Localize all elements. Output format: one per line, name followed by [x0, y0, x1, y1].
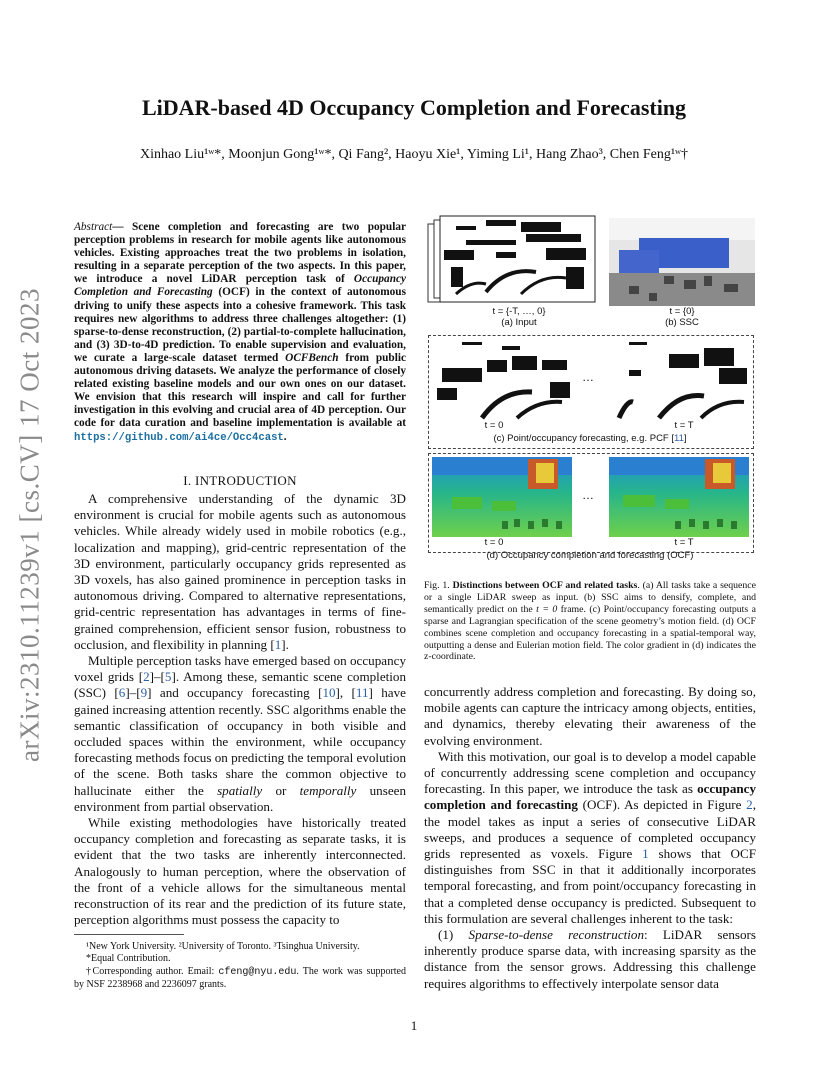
input-sweeps-image — [426, 212, 598, 310]
citation-link[interactable]: 10 — [322, 685, 336, 701]
abstract-end: . — [283, 430, 287, 443]
code-link[interactable]: https://github.com/ai4ce/Occ4cast — [74, 431, 284, 444]
ssc-panel-label: (b) SSC — [665, 317, 699, 328]
text-span: : LiDAR sensors inherently produce sparse data, with increasing sparsity as the distance from the sensor grows. Addressing this challenge requires algorithms to effectively interpolate sensor data — [424, 927, 756, 991]
citation-link[interactable]: 11 — [674, 433, 684, 444]
intro-paragraph-3: While existing methodologies have historically treated occupancy completion and forecasting as separate tasks, it is evident that the two tasks are inherently interconnected. Analogously to human perception, where the observation of the front of a vehicle allows for the simultaneous mental reconstruction of its rear and the prediction of its future state, perception algorithms must possess the capacity to — [74, 815, 406, 928]
abstract-body: — Scene completion and forecasting are two popular perception problems in research for mobile agents like autonomous vehicles. Existing approaches treat the two problems in isolation, resulting in a separate perception of the two aspects. In this paper, we introduce a novel LiDAR perception task of — [74, 221, 406, 286]
right-paragraph-1: concurrently address completion and forecasting. By doing so, mobile agents can capture the intricacy among objects, entities, and dynamics, thereby elevating their awareness of the evolving environment. — [424, 684, 756, 748]
caption-math: t = 0 — [536, 603, 558, 615]
citation-link[interactable]: 1 — [274, 636, 282, 652]
text-span: ] have gained increasing attention recently. SSC algorithms enable the semantic classification of occupancy in both visible and occluded spaces within the environment, while occupancy forecasting methods focus on predicting the temporal evolution of the scene. Both tasks share the common objective to hallucinate either the — [74, 685, 406, 798]
text-span: ] — [683, 433, 687, 444]
text-span: †Corresponding author. Email: — [86, 965, 219, 977]
abstract-body-3: from public autonomous driving datasets. We analyze the performance of closely related existing baseline models and our own ones on our dataset. We envision that this research will inspire and call for further investigation in this evolving and crucial area of 4D perception. Our code for data curation and baseline implementation is available at — [74, 351, 407, 430]
footnote-corresponding — [74, 966, 406, 992]
caption-lead: Fig. 1. — [424, 580, 450, 591]
forecast-t0-label: t = 0 — [484, 420, 504, 431]
intro-left-column — [74, 491, 406, 928]
text-span: Multiple perception tasks have emerged based on occupancy voxel grids [ — [74, 653, 406, 685]
paper-title: LiDAR-based 4D Occupancy Completion and Forecasting — [141, 95, 687, 120]
text-span: (c) Point/occupancy forecasting, e.g. PCF [ — [493, 433, 675, 444]
footnote-affiliations: ¹New York University. ²University of Toronto. ³Tsinghua University. — [86, 941, 360, 952]
text-span: , the model takes as input a series of consecutive LiDAR sweeps, and produces a sequence of completed occupancy grids represented as voxels. Figure — [424, 797, 756, 862]
forecast-tT-label: t = T — [674, 420, 694, 431]
text-span: A comprehensive understanding of the dynamic 3D environment is crucial for mobile agents such as autonomous vehicles. While already widely used in mobile robotics (e.g., localization and mapping), grid-centric representation of the 3D environment, particularly occupancy grids represented as 3D voxels, has also gained prominence in perception tasks in autonomous driving. Compared to alternative representations, grid-centric representation has advantages in terms of fine-grained comprehension, efficient sensor fusion, robustness to occlusion, and flexibility in planning [ — [74, 491, 406, 652]
abstract-body-2: (OCF) in the context of autonomous driving to unify these aspects into a cohesive framework. This task requires new algorithms to address three challenges altogether: (1) sparse-to-dense reconstruction, (2) partial-to-complete hallucination, and (3) 3D-to-4D prediction. To enable supervision and evaluation, we curate a large-scale dataset termed — [74, 286, 406, 364]
ocf-ellipsis: … — [582, 488, 594, 502]
text-span: (OCF). As depicted in Figure — [577, 797, 747, 813]
abstract — [74, 221, 406, 445]
figure-1 — [424, 210, 756, 572]
text-span: ] and occupancy forecasting [ — [147, 685, 323, 701]
ssc-image — [609, 218, 755, 306]
ocf-tT-image — [609, 457, 749, 537]
intro-paragraph-1 — [74, 491, 406, 653]
text-italic: temporally — [299, 782, 357, 798]
ocf-tT-label: t = T — [674, 537, 694, 548]
text-span: ]–[ — [125, 685, 141, 701]
footnotes — [74, 941, 406, 992]
right-paragraph-3 — [424, 927, 756, 992]
forecast-tT-image — [609, 340, 749, 420]
arxiv-stamp — [0, 290, 60, 760]
citation-link[interactable]: 2 — [143, 669, 150, 685]
text-span: (1) — [438, 927, 469, 943]
intro-paragraph-2 — [74, 653, 406, 815]
section-heading: I. INTRODUCTION — [183, 473, 297, 488]
citation-link[interactable]: 9 — [140, 685, 148, 701]
citation-link[interactable]: 6 — [118, 685, 126, 701]
abstract-term: Occupancy Completion and Forecasting — [74, 273, 406, 299]
ssc-time-label: t = {0} — [669, 306, 695, 317]
text-span: With this motivation, our goal is to develop a model capable of concurrently addressing scene completion and occupancy forecasting. In this paper, we introduce the task as — [424, 748, 756, 797]
text-italic: Sparse-to-dense reconstruction — [468, 927, 645, 943]
page-number: 1 — [410, 1018, 418, 1033]
footnote-equal: *Equal Contribution. — [86, 953, 171, 965]
citation-link[interactable]: 11 — [355, 685, 369, 701]
footnote-rule — [74, 934, 184, 935]
forecast-ellipsis: … — [582, 370, 594, 384]
text-span: or — [262, 782, 300, 798]
author-list: Xinhao Liu¹ʷ*, Moonjun Gong¹ʷ*, Qi Fang², Haoyu Xie¹, Yiming Li¹, Hang Zhao³, Chen Feng¹ʷ† — [139, 147, 689, 162]
ocf-t0-image — [432, 457, 572, 537]
figure-caption — [424, 580, 756, 663]
citation-link[interactable]: 5 — [164, 669, 172, 685]
text-span: ]–[ — [149, 669, 165, 685]
text-span: . The work was supported by NSF 2238968 and 2236097 grants. — [74, 965, 406, 991]
text-span: shows that OCF distinguishes from SSC in that it additionally incorporates temporal forecasting, and from point/occupancy forecasting in that a completed dense occupancy is predicted. Subsequent to this formulation are several challenges inherent to the task: — [424, 846, 756, 926]
text-span: ]. Among these, semantic scene completion (SSC) [ — [74, 669, 406, 701]
forecast-panel-label — [428, 433, 752, 444]
input-time-label: t = {-T, …, 0} — [492, 306, 546, 317]
email-link[interactable]: cfeng@nyu.edu — [218, 966, 297, 978]
text-span: ], [ — [335, 685, 356, 701]
forecast-t0-image — [432, 340, 572, 420]
text-span: ]. — [281, 636, 289, 652]
intro-right-column — [424, 684, 756, 992]
text-bold: occupancy completion and forecasting — [424, 781, 756, 813]
text-span: . (a) All tasks take a sequence or a single LiDAR sweep as input. (b) SSC aims to densify, complete, and semantically predict on the — [424, 580, 757, 615]
figure-link[interactable]: 1 — [642, 846, 649, 862]
text-span: unseen environment from partial observation. — [74, 782, 406, 814]
input-panel-label: (a) Input — [501, 317, 537, 328]
arxiv-id: arXiv:2310.11239v1 [cs.CV] 17 Oct 2023 — [14, 288, 45, 762]
text-span: frame. (c) Point/occupancy forecasting outputs a sparse and Lagrangian specification of the scene geometry’s motion field. (d) OCF combines scene completion and occupancy forecasting in a spatial-temporal way, outputting a dense and Eulerian motion field. The color gradient in (d) indicates the z-coordinate. — [424, 603, 756, 663]
right-paragraph-2 — [424, 749, 756, 927]
text-italic: spatially — [217, 782, 263, 798]
ocf-panel-label: (d) Occupancy completion and forecasting (OCF) — [486, 550, 694, 561]
abstract-label: Abstract — [74, 221, 113, 233]
figure-link[interactable]: 2 — [746, 797, 753, 813]
caption-bold: Distinctions between OCF and related tasks — [452, 580, 638, 591]
ocf-t0-label: t = 0 — [484, 537, 504, 548]
abstract-dataset: OCFBench — [285, 351, 339, 364]
